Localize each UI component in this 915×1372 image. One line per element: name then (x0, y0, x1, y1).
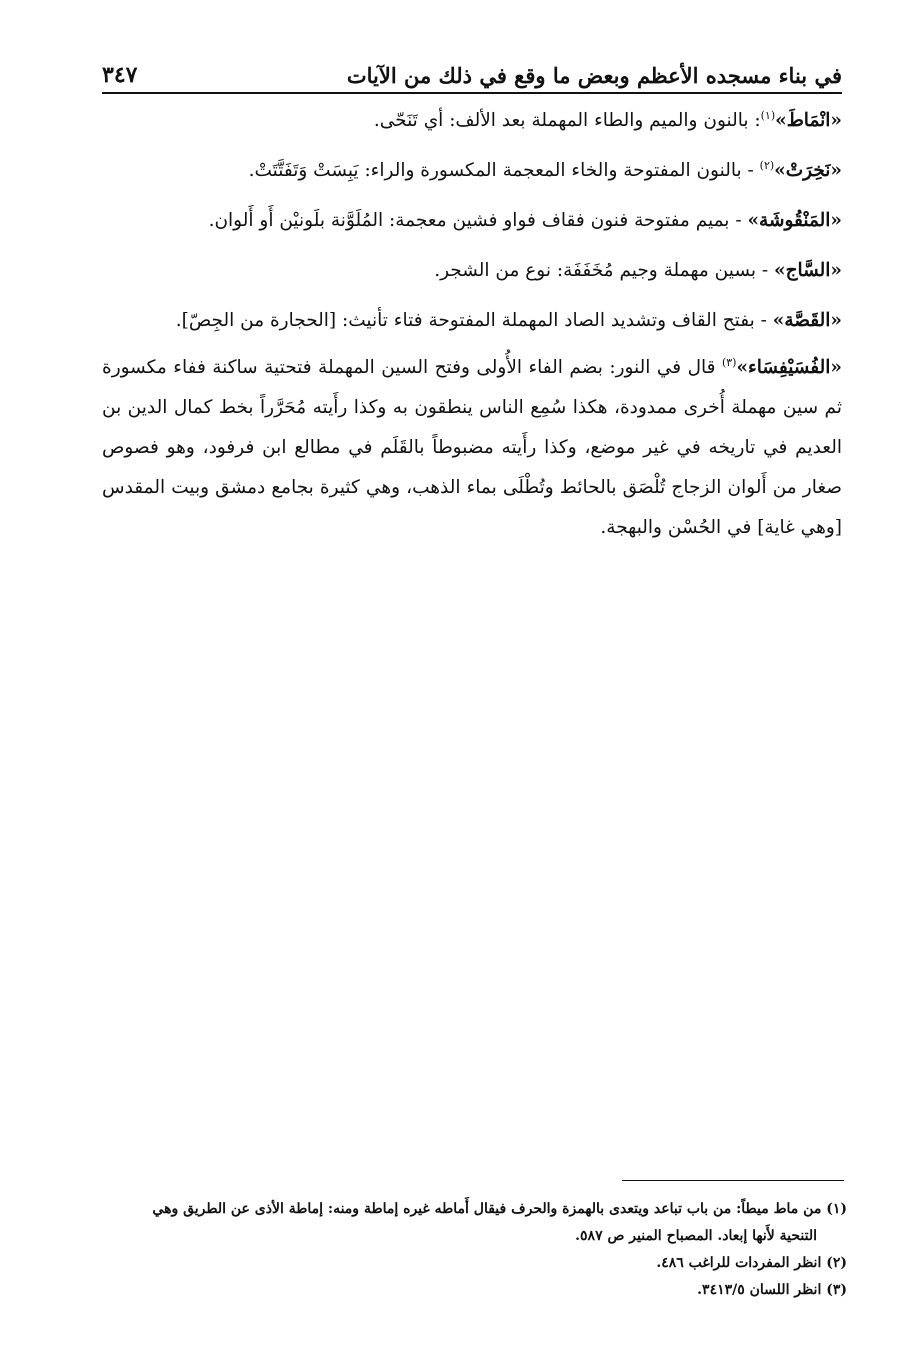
entry-text: : بالنون والميم والطاء المهملة بعد الألف: أي تَنَحّى. (373, 110, 761, 131)
footnotes (102, 1196, 847, 1304)
entry-text: - بفتح القاف وتشديد الصاد المهملة المفتوحة فتاء تأنيث: [الحجارة من الجِصّ]. (175, 310, 773, 331)
page-number: ٣٤٧ (102, 62, 138, 88)
glossary-entry (102, 148, 842, 193)
footnote: (١) من ماط ميطاً: من باب تباعد ويتعدى بالهمزة والحرف فيقال أَماطه غيره إماطة ومنه: إماطة الأذى عن الطريق وهي (152, 1201, 847, 1217)
header-divider (102, 92, 842, 94)
main-text (102, 98, 842, 553)
glossary-entry (102, 298, 842, 343)
glossary-entry (102, 248, 842, 293)
entry-term: «القَصَّة» (772, 310, 842, 331)
entry-text: - بسين مهملة وجيم مُخَفَفَة: نوع من الشجر. (434, 260, 775, 281)
page-header (102, 44, 842, 88)
entry-text: قال في النور: بضم الفاء الأُولى وفتح السين المهملة فتحتية ساكنة ففاء مكسورة ثم سين مهملة أُخرى ممدودة، هكذا سُمِع الناس ينطقون به وكذا رأَيته مُحَرَّراً بخط كمال الدين بن العديم في تاريخه في غير موضع، وكذا رأَيته مضبوطاً بالقَلَم في مطالع ابن فرفود، وهو فصوص صغار من أَلوان الزجاج تُلْصَق بالحائط وتُطْلَى بماء الذهب، وهي كثيرة بجامع دمشق وبيت المقدس [وهي غاية] في الحُسْن والبهجة. (102, 357, 842, 538)
entry-term: «انْمَاطَ» (775, 110, 842, 131)
footnote: (٣) انظر اللسان ٣٤١٣/٥. (697, 1282, 847, 1298)
entry-term: «السَّاج» (774, 260, 842, 281)
footnote-divider (622, 1180, 844, 1181)
entry-term: «المَنْقُوشَة» (747, 210, 842, 231)
footnote-ref: (٣) (721, 355, 737, 369)
footnote-continuation: التنحية لأَنها إبعاد. المصباح المنير ص ٥٨٧. (575, 1228, 817, 1244)
footnote-ref: (٢) (759, 158, 775, 172)
entry-term: «نَخِرَتْ» (774, 160, 842, 181)
glossary-entry (102, 98, 842, 143)
entry-text: - بالنون المفتوحة والخاء المعجمة المكسورة والراء: يَبِسَتْ وَتَفَتَّتَتْ. (248, 160, 760, 181)
footnote: (٢) انظر المفردات للراغب ٤٨٦. (656, 1255, 847, 1271)
footnote-ref: (١) (760, 108, 776, 122)
glossary-entry (102, 348, 842, 548)
glossary-entry (102, 198, 842, 243)
entry-term: «الفُسَيْفِسَاء» (736, 357, 842, 378)
entry-text: - بميم مفتوحة فنون فقاف فواو فشين معجمة: المُلَوَّنة بلَونيْن أَو أَلوان. (208, 210, 748, 231)
running-title: في بناء مسجده الأعظم وبعض ما وقع في ذلك من الآيات (346, 63, 842, 88)
